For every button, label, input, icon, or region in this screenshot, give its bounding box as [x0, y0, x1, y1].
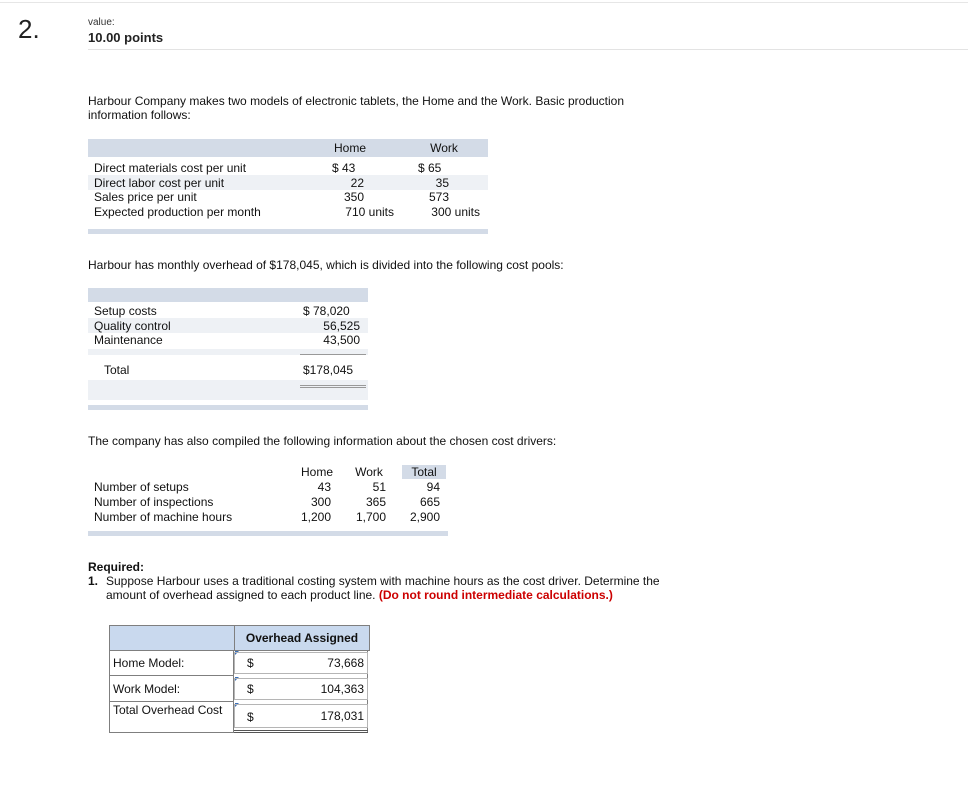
row-label: Expected production per month [94, 205, 261, 219]
question-number: 2. [18, 14, 40, 44]
work-cell: $ 65 [418, 161, 442, 175]
home-cell: 43 [317, 480, 331, 494]
work-cell: 35 [435, 176, 449, 190]
row-label: Sales price per unit [94, 190, 197, 204]
drivers-paragraph: The company has also compiled the following information about the chosen cost drivers: [88, 434, 557, 448]
home-cell: 22 [350, 176, 364, 190]
table-row [88, 333, 368, 348]
table-row [88, 510, 448, 525]
value-cell: $ 78,020 [303, 304, 350, 318]
total-cell: 665 [419, 495, 440, 509]
required-line-1: Suppose Harbour uses a traditional costing system with machine hours as the cost driver. Determine the [106, 574, 660, 588]
required-heading: Required: [88, 560, 145, 574]
total-cell: 94 [426, 480, 440, 494]
table-row [88, 190, 488, 205]
table-row [88, 480, 448, 495]
total-cell: 2,900 [409, 510, 440, 524]
work-cell: 1,700 [355, 510, 386, 524]
home-overhead-value: 73,668 [327, 656, 364, 670]
cost-pools-table [88, 303, 368, 348]
drivers-header-work: Work [355, 465, 383, 479]
points-value: 10.00 points [88, 30, 164, 45]
drivers-table-footer-bar [88, 531, 448, 536]
row-label: Direct labor cost per unit [94, 176, 225, 190]
value-label: value: [88, 17, 115, 28]
table-row [88, 160, 488, 175]
total-overhead-value: 178,031 [320, 709, 364, 723]
currency-symbol: $ [247, 656, 254, 670]
required-number: 1. [88, 574, 99, 588]
overhead-paragraph: Harbour has monthly overhead of $178,045, which is divided into the following cost pools: [88, 258, 564, 272]
value-cell: 43,500 [323, 333, 360, 347]
work-cell: 51 [372, 480, 386, 494]
table-row [88, 175, 488, 190]
subtotal-underline [300, 354, 366, 355]
work-cell: 365 [365, 495, 386, 509]
production-header-work: Work [430, 141, 458, 155]
table-row [88, 303, 368, 318]
row-label: Maintenance [94, 333, 163, 347]
table-row [88, 205, 488, 220]
currency-symbol: $ [247, 710, 254, 724]
required-line-2: amount of overhead assigned to each product line. [106, 588, 376, 602]
required-note: (Do not round intermediate calculations.) [378, 588, 613, 602]
total-value: $178,045 [303, 363, 354, 377]
intro-line-2: information follows: [88, 108, 191, 122]
table-row [88, 318, 368, 333]
row-label: Direct materials cost per unit [94, 161, 247, 175]
row-label: Quality control [94, 319, 171, 333]
cost-pools-header-band [88, 288, 368, 302]
total-double-underline [300, 384, 366, 388]
production-table-footer-bar [88, 229, 488, 234]
answer-label-work: Work Model: [109, 676, 234, 702]
production-table [88, 160, 488, 220]
row-label: Number of machine hours [94, 510, 233, 524]
value-cell: 56,525 [323, 319, 360, 333]
work-cell: 573 [428, 190, 449, 204]
home-cell: $ 43 [332, 161, 356, 175]
work-overhead-input[interactable] [234, 678, 368, 700]
intro-line-1: Harbour Company makes two models of electronic tablets, the Home and the Work. Basic production [88, 94, 625, 108]
drivers-header-row [88, 464, 448, 478]
work-cell: 300 units [431, 205, 480, 219]
drivers-table [88, 480, 448, 525]
answer-label-home: Home Model: [109, 650, 234, 676]
answer-label-total: Total Overhead Cost [109, 702, 234, 733]
cost-pools-bottom-band [88, 380, 368, 400]
home-cell: 1,200 [300, 510, 331, 524]
answer-table-header: Overhead Assigned [234, 625, 370, 651]
top-divider [0, 2, 968, 3]
cost-pools-footer-bar [88, 405, 368, 410]
total-overhead-input[interactable] [234, 704, 368, 728]
work-overhead-value: 104,363 [320, 682, 364, 696]
answer-table-corner [109, 625, 236, 651]
home-cell: 300 [310, 495, 331, 509]
home-overhead-input[interactable] [234, 652, 368, 674]
required-block [88, 560, 738, 602]
production-header-home: Home [333, 141, 366, 155]
currency-symbol: $ [247, 682, 254, 696]
home-cell: 350 [343, 190, 364, 204]
header-divider [88, 49, 968, 50]
row-label: Number of inspections [94, 495, 214, 509]
total-double-underline [234, 730, 368, 733]
drivers-header-total: Total [402, 465, 446, 479]
row-label: Number of setups [94, 480, 189, 494]
row-label: Setup costs [94, 304, 157, 318]
total-label: Total [104, 363, 130, 377]
table-row [88, 495, 448, 510]
home-cell: 710 units [345, 205, 394, 219]
intro-paragraph [88, 94, 728, 122]
drivers-header-home: Home [300, 465, 333, 479]
